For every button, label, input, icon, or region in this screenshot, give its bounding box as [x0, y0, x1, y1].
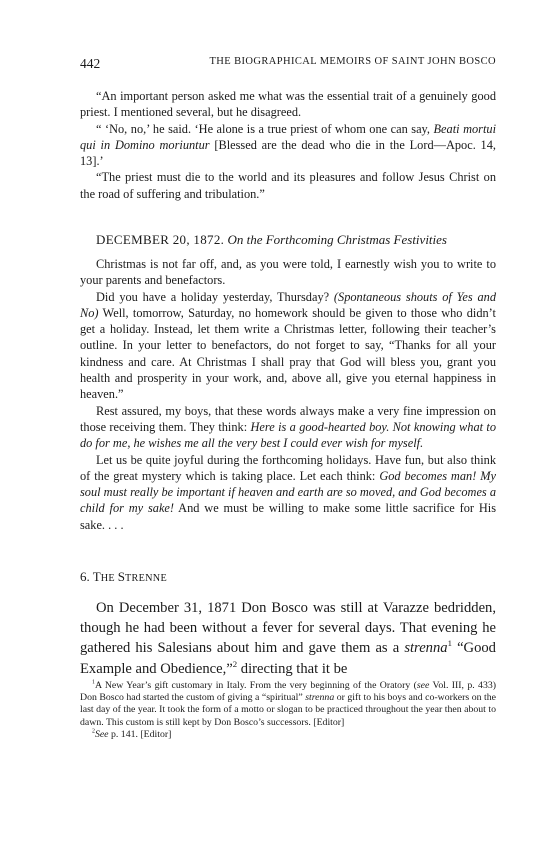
entry-paragraph-2: Did you have a holiday yesterday, Thursday? (Spontaneous shouts of Yes and No) Well, tomorrow, Saturday, no homework should be given to those who didn’t get a holiday. Instead, let them write a Christmas letter, following their teacher’s outline. In your letter to benefactors, do not forget to say, “Thanks for all your kindness and care. At Christmas I shall pray that God will bless you, grant you health and prosperity in your work, and, above all, give you eternal happiness in heaven.”: [80, 289, 496, 402]
intro-paragraph-1: “An important person asked me what was the essential trait of a genuinely good priest. I mentioned several, but he disagreed.: [80, 89, 496, 120]
strenne-body: [80, 598, 496, 679]
section-number: 6.: [80, 569, 90, 584]
section-heading: [80, 569, 167, 585]
latin-quote: Beati mortui qui in Domino moriuntur: [80, 121, 496, 152]
intro-paragraph-3: “The priest must die to the world and its pleasures and follow Jesus Christ on the road of suffering and tribulation.”: [80, 170, 496, 201]
page-number: 442: [80, 56, 101, 71]
christmas-entry-body: [80, 256, 496, 533]
stage-direction: (Spontaneous shouts of Yes and No): [80, 289, 496, 320]
entry-heading: [96, 232, 447, 248]
entry-title: On the Forthcoming Christmas Festivities: [227, 232, 447, 247]
running-head: THE BIOGRAPHICAL MEMOIRS OF SAINT JOHN BOSCO: [209, 56, 496, 67]
strenna-term: strenna: [404, 640, 448, 657]
entry-paragraph-4: Let us be quite joyful during the forthcoming holidays. Have fun, but also think of the great mystery which is taking place. Let each think: God becomes man! My soul must really be important if heaven and earth are so moved, and God becomes a child for my sake! And we must be willing to make some little sacrifice for His sake. . . .: [80, 452, 496, 532]
footnote-1: $^1$A New Year’s gift customary in Italy. From the very beginning of the Oratory (see Vol. III, p. 433) Don Bosco had started the custom of giving a “spiritual” strenna or gift to his boys and co-workers on the last day of the year. It took the form of a motto or slogan to be practiced throughout the year then about to dawn. This custom is still kept by Don Bosco’s successors. [Editor]: [80, 679, 497, 728]
footnotes: [80, 680, 496, 741]
entry-date: DECEMBER 20, 1872.: [96, 232, 225, 247]
section-title: THE STRENNE: [92, 569, 167, 584]
footnote-2: $^2$See p. 141. [Editor]: [92, 728, 172, 740]
entry-paragraph-1: Christmas is not far off, and, as you were told, I earnestly wish you to write to your parents and benefactors.: [80, 257, 496, 288]
italic-thought: Here is a good-hearted boy. Not knowing what to do for me, he wishes me all the very best I could ever wish for myself.: [80, 419, 497, 451]
italic-reflection: God becomes man! My soul must really be important if heaven and earth are so moved, and God becomes a child for my sake!: [80, 468, 496, 516]
strenne-paragraph-1: On December 31, 1871 Don Bosco was still at Varazze bedridden, though he had been without a fever for several days. That evening he gathered his Salesians about him and gave them as a strenna$^1$ “Good Example and Obedience,”$^2$ directing that it be: [80, 600, 496, 677]
page-header: [80, 56, 496, 72]
intro-paragraph-2: “ ‘No, no,’ he said. ‘He alone is a true priest of whom one can say, Beati mortui qui in Domino moriuntur [Blessed are the dead who die in the Lord—Apoc. 14, 13].’: [80, 121, 496, 169]
entry-paragraph-3: Rest assured, my boys, that these words always make a very fine impression on those receiving them. They think: Here is a good-hearted boy. Not knowing what to do for me, he wishes me all the very best I could ever wish for myself.: [80, 403, 497, 451]
footnote-ref-2[interactable]: 2: [232, 658, 238, 669]
intro-quote-block: [80, 88, 496, 202]
footnote-ref-1[interactable]: 1: [447, 638, 452, 649]
